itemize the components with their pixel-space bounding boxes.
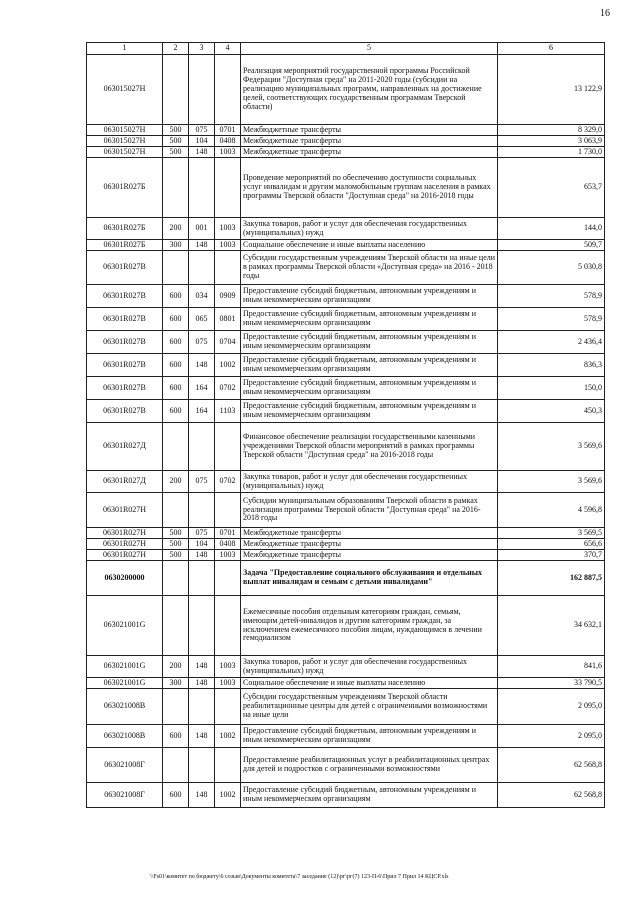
row-section-code: 1002	[215, 354, 241, 377]
row-amount: 62 568,8	[498, 748, 605, 783]
row-admin-code: 164	[189, 400, 215, 423]
row-description: Предоставление субсидий бюджетным, автономным учреждениям и иным некоммерческим организациям	[241, 377, 498, 400]
row-admin-code	[189, 561, 215, 596]
row-amount: 370,7	[498, 550, 605, 561]
row-code: 063021008В	[87, 725, 163, 748]
row-admin-code: 075	[189, 331, 215, 354]
row-expense-type	[163, 596, 189, 656]
table-row	[87, 218, 605, 240]
row-code: 063015027Н	[87, 125, 163, 136]
row-code: 063021008В	[87, 689, 163, 725]
table-row	[87, 354, 605, 377]
row-amount: 578,9	[498, 308, 605, 331]
row-description: Предоставление субсидий бюджетным, автономным учреждениям и иным некоммерческим организациям	[241, 354, 498, 377]
row-admin-code: 148	[189, 354, 215, 377]
row-code: 06301R027Н	[87, 550, 163, 561]
row-code: 06301R027В	[87, 251, 163, 285]
row-section-code	[215, 423, 241, 471]
row-expense-type: 500	[163, 539, 189, 550]
row-admin-code	[189, 251, 215, 285]
page-number: 16	[600, 8, 610, 19]
row-description: Задача "Предоставление социального обслуживания и отдельных выплат инвалидам и семьям с детьми инвалидами"	[241, 561, 498, 596]
row-expense-type	[163, 561, 189, 596]
row-section-code: 1003	[215, 678, 241, 689]
row-amount: 34 632,1	[498, 596, 605, 656]
table-row	[87, 539, 605, 550]
row-amount: 33 790,5	[498, 678, 605, 689]
row-description: Межбюджетные трансферты	[241, 136, 498, 147]
row-expense-type: 500	[163, 125, 189, 136]
row-amount: 3 569,6	[498, 471, 605, 493]
row-admin-code: 148	[189, 783, 215, 808]
row-admin-code: 075	[189, 528, 215, 539]
row-description: Субсидии государственным учреждениям Тверской области на иные цели в рамках программы Тверской области «Доступная среда» на 2016 - 2018 годы	[241, 251, 498, 285]
row-admin-code: 148	[189, 656, 215, 678]
row-section-code: 1002	[215, 783, 241, 808]
row-admin-code: 065	[189, 308, 215, 331]
table-row	[87, 285, 605, 308]
row-code: 06301R027Н	[87, 493, 163, 528]
row-description: Предоставление субсидий бюджетным, автономным учреждениям и иным некоммерческим организациям	[241, 725, 498, 748]
row-admin-code	[189, 493, 215, 528]
table-row	[87, 471, 605, 493]
row-section-code: 0701	[215, 528, 241, 539]
row-admin-code	[189, 158, 215, 218]
row-section-code: 0701	[215, 125, 241, 136]
row-code: 063015027Н	[87, 136, 163, 147]
row-expense-type	[163, 689, 189, 725]
row-code: 06301R027Б	[87, 218, 163, 240]
row-section-code	[215, 493, 241, 528]
row-section-code: 0702	[215, 471, 241, 493]
row-admin-code: 148	[189, 240, 215, 251]
row-code: 063015027Н	[87, 147, 163, 158]
row-code: 063021001G	[87, 656, 163, 678]
row-code: 06301R027Б	[87, 158, 163, 218]
row-section-code: 1003	[215, 147, 241, 158]
row-expense-type: 600	[163, 783, 189, 808]
row-admin-code: 001	[189, 218, 215, 240]
row-amount: 653,7	[498, 158, 605, 218]
table-row	[87, 596, 605, 656]
row-expense-type	[163, 55, 189, 125]
row-expense-type: 200	[163, 656, 189, 678]
row-admin-code: 164	[189, 377, 215, 400]
row-code: 06301R027Н	[87, 539, 163, 550]
row-admin-code: 104	[189, 539, 215, 550]
row-admin-code: 034	[189, 285, 215, 308]
table-row	[87, 493, 605, 528]
row-admin-code: 075	[189, 125, 215, 136]
header-col-1: 1	[87, 43, 163, 55]
row-admin-code	[189, 689, 215, 725]
row-amount: 656,6	[498, 539, 605, 550]
table-row	[87, 783, 605, 808]
row-section-code	[215, 561, 241, 596]
header-col-3: 3	[189, 43, 215, 55]
row-expense-type: 200	[163, 471, 189, 493]
row-amount: 13 122,9	[498, 55, 605, 125]
row-section-code: 0801	[215, 308, 241, 331]
row-description: Предоставление субсидий бюджетным, автономным учреждениям и иным некоммерческим организациям	[241, 285, 498, 308]
row-section-code	[215, 596, 241, 656]
row-section-code	[215, 158, 241, 218]
row-code: 063021001G	[87, 678, 163, 689]
row-expense-type: 600	[163, 308, 189, 331]
row-amount: 841,6	[498, 656, 605, 678]
row-section-code: 1103	[215, 400, 241, 423]
row-expense-type: 600	[163, 331, 189, 354]
budget-table	[86, 42, 605, 808]
row-admin-code: 104	[189, 136, 215, 147]
row-admin-code: 075	[189, 471, 215, 493]
row-section-code	[215, 689, 241, 725]
row-code: 0630200000	[87, 561, 163, 596]
row-expense-type	[163, 423, 189, 471]
row-description: Предоставление субсидий бюджетным, автономным учреждениям и иным некоммерческим организациям	[241, 400, 498, 423]
row-expense-type: 600	[163, 377, 189, 400]
row-amount: 1 730,0	[498, 147, 605, 158]
row-code: 06301R027В	[87, 285, 163, 308]
table-row	[87, 136, 605, 147]
row-code: 06301R027Н	[87, 528, 163, 539]
row-section-code: 0702	[215, 377, 241, 400]
row-code: 063015027Н	[87, 55, 163, 125]
row-amount: 144,0	[498, 218, 605, 240]
row-section-code	[215, 251, 241, 285]
row-expense-type: 500	[163, 550, 189, 561]
row-code: 06301R027В	[87, 331, 163, 354]
row-description: Проведение мероприятий по обеспечению доступности социальных услуг инвалидам и другим маломобильным группам населения в рамках программы Тверской области "Доступная среда" на 2016-2018 годы	[241, 158, 498, 218]
row-expense-type: 500	[163, 147, 189, 158]
row-description: Закупка товаров, работ и услуг для обеспечения государственных (муниципальных) нужд	[241, 471, 498, 493]
row-amount: 509,7	[498, 240, 605, 251]
row-description: Межбюджетные трансферты	[241, 147, 498, 158]
row-code: 063021008Г	[87, 783, 163, 808]
row-section-code: 0909	[215, 285, 241, 308]
row-description: Предоставление субсидий бюджетным, автономным учреждениям и иным некоммерческим организациям	[241, 331, 498, 354]
header-col-6: 6	[498, 43, 605, 55]
table-row	[87, 423, 605, 471]
row-section-code: 0408	[215, 136, 241, 147]
row-expense-type: 200	[163, 218, 189, 240]
table-row	[87, 561, 605, 596]
table-row	[87, 331, 605, 354]
row-code: 06301R027В	[87, 354, 163, 377]
row-section-code: 0408	[215, 539, 241, 550]
table-row	[87, 400, 605, 423]
row-description: Ежемесячные пособия отдельным категориям граждан, семьям, имеющим детей-инвалидов и другим категориям граждан, за исключением ежемесячного пособия лицам, нуждающимся в лечении гемодиализом	[241, 596, 498, 656]
table-row	[87, 308, 605, 331]
row-code: 06301R027В	[87, 400, 163, 423]
table-row	[87, 125, 605, 136]
row-amount: 162 887,5	[498, 561, 605, 596]
table-row	[87, 678, 605, 689]
row-expense-type	[163, 493, 189, 528]
row-description: Закупка товаров, работ и услуг для обеспечения государственных (муниципальных) нужд	[241, 656, 498, 678]
row-expense-type	[163, 251, 189, 285]
row-expense-type	[163, 748, 189, 783]
row-amount: 3 569,6	[498, 423, 605, 471]
row-admin-code	[189, 55, 215, 125]
row-description: Межбюджетные трансферты	[241, 550, 498, 561]
row-description: Финансовое обеспечение реализации государственными казенными учреждениями Тверской области мероприятий в рамках программы Тверской области "Доступная среда" на 2016-2018 годы	[241, 423, 498, 471]
row-expense-type	[163, 158, 189, 218]
header-row	[87, 43, 605, 55]
row-amount: 150,0	[498, 377, 605, 400]
table-row	[87, 377, 605, 400]
row-description: Социальное обеспечение и иные выплаты населению	[241, 678, 498, 689]
row-admin-code: 148	[189, 147, 215, 158]
table-row	[87, 656, 605, 678]
row-description: Предоставление реабилитационных услуг в реабилитационных центрах для детей и подростков с ограниченными возможностями	[241, 748, 498, 783]
row-expense-type: 600	[163, 354, 189, 377]
row-amount: 578,9	[498, 285, 605, 308]
row-admin-code: 148	[189, 678, 215, 689]
row-expense-type: 500	[163, 136, 189, 147]
row-section-code: 1003	[215, 240, 241, 251]
row-admin-code: 148	[189, 550, 215, 561]
row-description: Реализация мероприятий государственной программы Российской Федерации "Доступная среда" на 2011-2020 годы (субсидии на реализацию муниципальных программ, направленных на достижение целей, соответствующих государственным программам Тверской области)	[241, 55, 498, 125]
table-row	[87, 251, 605, 285]
row-section-code	[215, 748, 241, 783]
row-amount: 62 568,8	[498, 783, 605, 808]
header-col-5: 5	[241, 43, 498, 55]
row-amount: 2 095,0	[498, 725, 605, 748]
row-description: Закупка товаров, работ и услуг для обеспечения государственных (муниципальных) нужд	[241, 218, 498, 240]
row-section-code: 1003	[215, 550, 241, 561]
header-col-2: 2	[163, 43, 189, 55]
table-row	[87, 240, 605, 251]
row-admin-code	[189, 596, 215, 656]
row-section-code	[215, 55, 241, 125]
row-code: 063021008Г	[87, 748, 163, 783]
row-amount: 2 436,4	[498, 331, 605, 354]
row-admin-code	[189, 748, 215, 783]
row-expense-type: 500	[163, 528, 189, 539]
file-path-footer: \\Fs01\комитет по бюджету\6 созыв\Документы комитета\7 заседание (12)\рг\рг(7) 123-П-6\Прил 7 Прил 14 КЦСР.xls	[150, 874, 449, 880]
row-amount: 450,3	[498, 400, 605, 423]
row-description: Социальное обеспечение и иные выплаты населению	[241, 240, 498, 251]
table-row	[87, 550, 605, 561]
row-section-code: 0704	[215, 331, 241, 354]
row-amount: 2 095,0	[498, 689, 605, 725]
row-admin-code: 148	[189, 725, 215, 748]
row-description: Предоставление субсидий бюджетным, автономным учреждениям и иным некоммерческим организациям	[241, 783, 498, 808]
row-expense-type: 600	[163, 725, 189, 748]
header-col-4: 4	[215, 43, 241, 55]
row-description: Субсидии муниципальным образованиям Тверской области в рамках реализации программы Тверской области "Доступная среда" на 2016-2018 годы	[241, 493, 498, 528]
table-row	[87, 55, 605, 125]
row-code: 06301R027В	[87, 308, 163, 331]
row-amount: 3 569,5	[498, 528, 605, 539]
row-code: 06301R027В	[87, 377, 163, 400]
row-description: Предоставление субсидий бюджетным, автономным учреждениям и иным некоммерческим организациям	[241, 308, 498, 331]
row-expense-type: 300	[163, 240, 189, 251]
row-section-code: 1003	[215, 656, 241, 678]
row-section-code: 1002	[215, 725, 241, 748]
row-code: 06301R027Д	[87, 471, 163, 493]
row-expense-type: 600	[163, 285, 189, 308]
row-code: 06301R027Д	[87, 423, 163, 471]
table-row	[87, 528, 605, 539]
row-code: 063021001G	[87, 596, 163, 656]
row-expense-type: 600	[163, 400, 189, 423]
table-row	[87, 689, 605, 725]
row-amount: 8 329,0	[498, 125, 605, 136]
table-row	[87, 158, 605, 218]
row-amount: 3 063,9	[498, 136, 605, 147]
row-description: Субсидии государственным учреждениям Тверской области реабилитационные центры для детей с ограниченными возможностями на иные цели	[241, 689, 498, 725]
row-expense-type: 300	[163, 678, 189, 689]
row-amount: 836,3	[498, 354, 605, 377]
row-description: Межбюджетные трансферты	[241, 125, 498, 136]
table-row	[87, 748, 605, 783]
row-code: 06301R027Б	[87, 240, 163, 251]
row-description: Межбюджетные трансферты	[241, 539, 498, 550]
row-section-code: 1003	[215, 218, 241, 240]
row-description: Межбюджетные трансферты	[241, 528, 498, 539]
row-amount: 5 030,8	[498, 251, 605, 285]
row-amount: 4 596,8	[498, 493, 605, 528]
row-admin-code	[189, 423, 215, 471]
table-body	[87, 55, 605, 808]
table-row	[87, 147, 605, 158]
table-row	[87, 725, 605, 748]
